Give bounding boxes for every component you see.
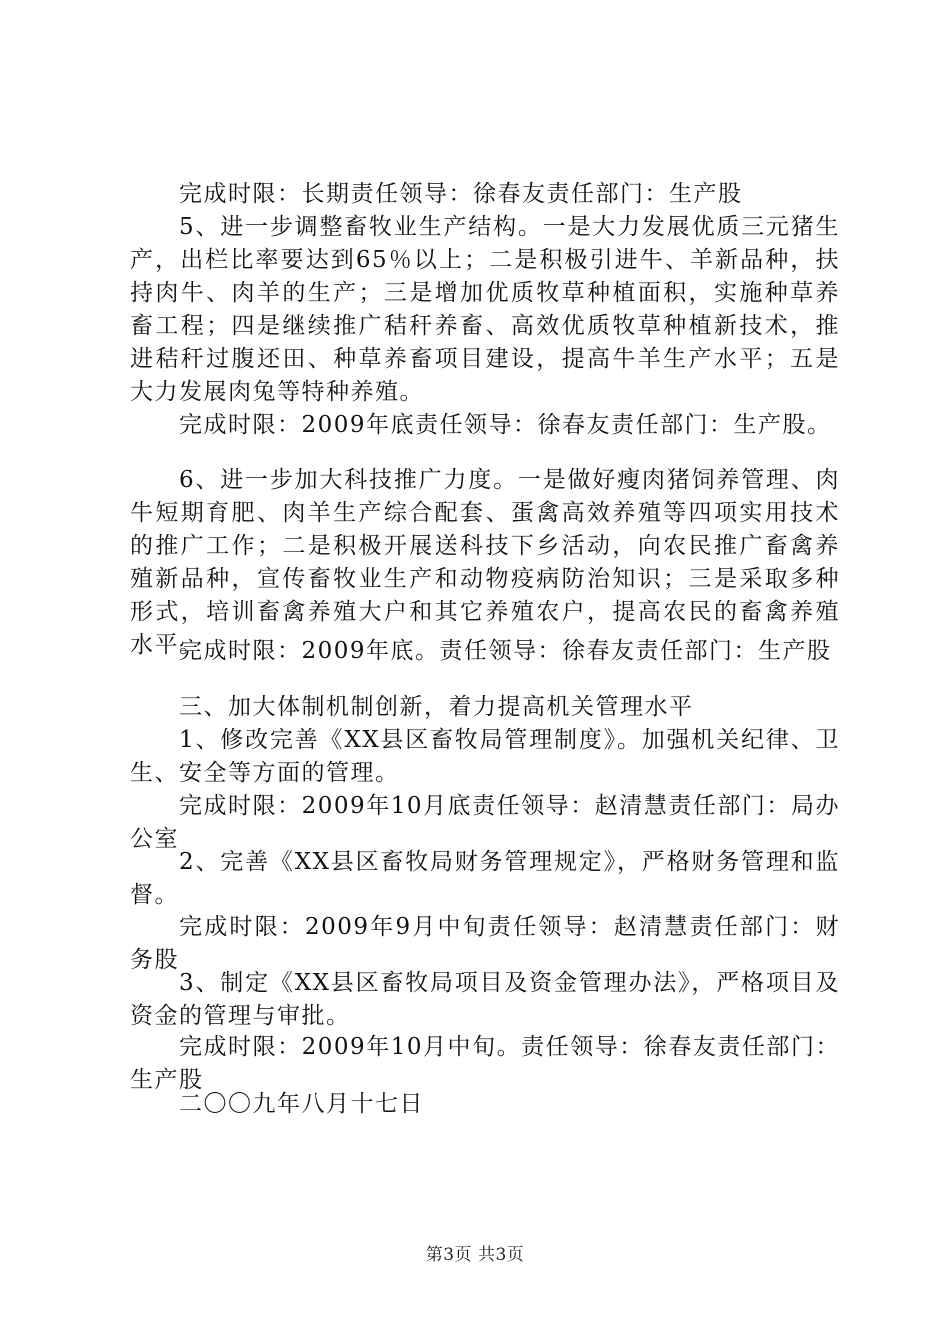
paragraph-item-3-2: 2、完善《XX县区畜牧局财务管理规定》，严格财务管理和监督。 [130,849,840,908]
paragraph-deadline-3: 完成时限：2009年底。责任领导：徐春友责任部门：生产股 [179,638,832,664]
page-footer: 第3页 共3页 [425,1245,525,1265]
document-date: 二〇〇九年八月十七日 [179,1091,424,1117]
paragraph-item-3-3: 3、制定《XX县区畜牧局项目及资金管理办法》，严格项目及资金的管理与审批。 [130,970,840,1029]
paragraph-deadline-4: 完成时限：2009年10月底责任领导：赵清慧责任部门：局办公室 [130,793,840,852]
paragraph-deadline-2: 完成时限：2009年底责任领导：徐春友责任部门：生产股。 [179,412,832,438]
paragraph-deadline-5: 完成时限：2009年9月中旬责任领导：赵清慧责任部门：财务股 [130,914,840,973]
paragraph-item-3-1: 1、修改完善《XX县区畜牧局管理制度》。加强机关纪律、卫生、安全等方面的管理。 [130,727,840,786]
paragraph-item-6: 6、进一步加大科技推广力度。一是做好瘦肉猪饲养管理、肉牛短期育肥、肉羊生产综合配套、蛋禽高效养殖等四项实用技术的推广工作；二是积极开展送科技下乡活动，向农民推广畜禽养殖新品种，宣传畜牧业生产和动物疫病防治知识；三是采取多种形式，培训畜禽养殖大户和其它养殖农户，提高农民的畜禽养殖水平。 [130,467,840,658]
paragraph-deadline-6: 完成时限：2009年10月中旬。责任领导：徐春友责任部门：生产股 [130,1034,840,1093]
paragraph-item-5: 5、进一步调整畜牧业生产结构。一是大力发展优质三元猪生产，出栏比率要达到65％以上；二是积极引进牛、羊新品种，扶持肉牛、肉羊的生产；三是增加优质牧草种植面积，实施种草养畜工程；四是继续推广秸秆养畜、高效优质牧草种植新技术，推进秸秆过腹还田、种草养畜项目建设，提高牛羊生产水平；五是大力发展肉兔等特种养殖。 [130,214,840,405]
section-heading-3: 三、加大体制机制创新，着力提高机关管理水平 [179,694,694,720]
paragraph-deadline-1: 完成时限：长期责任领导：徐春友责任部门：生产股 [179,181,743,207]
